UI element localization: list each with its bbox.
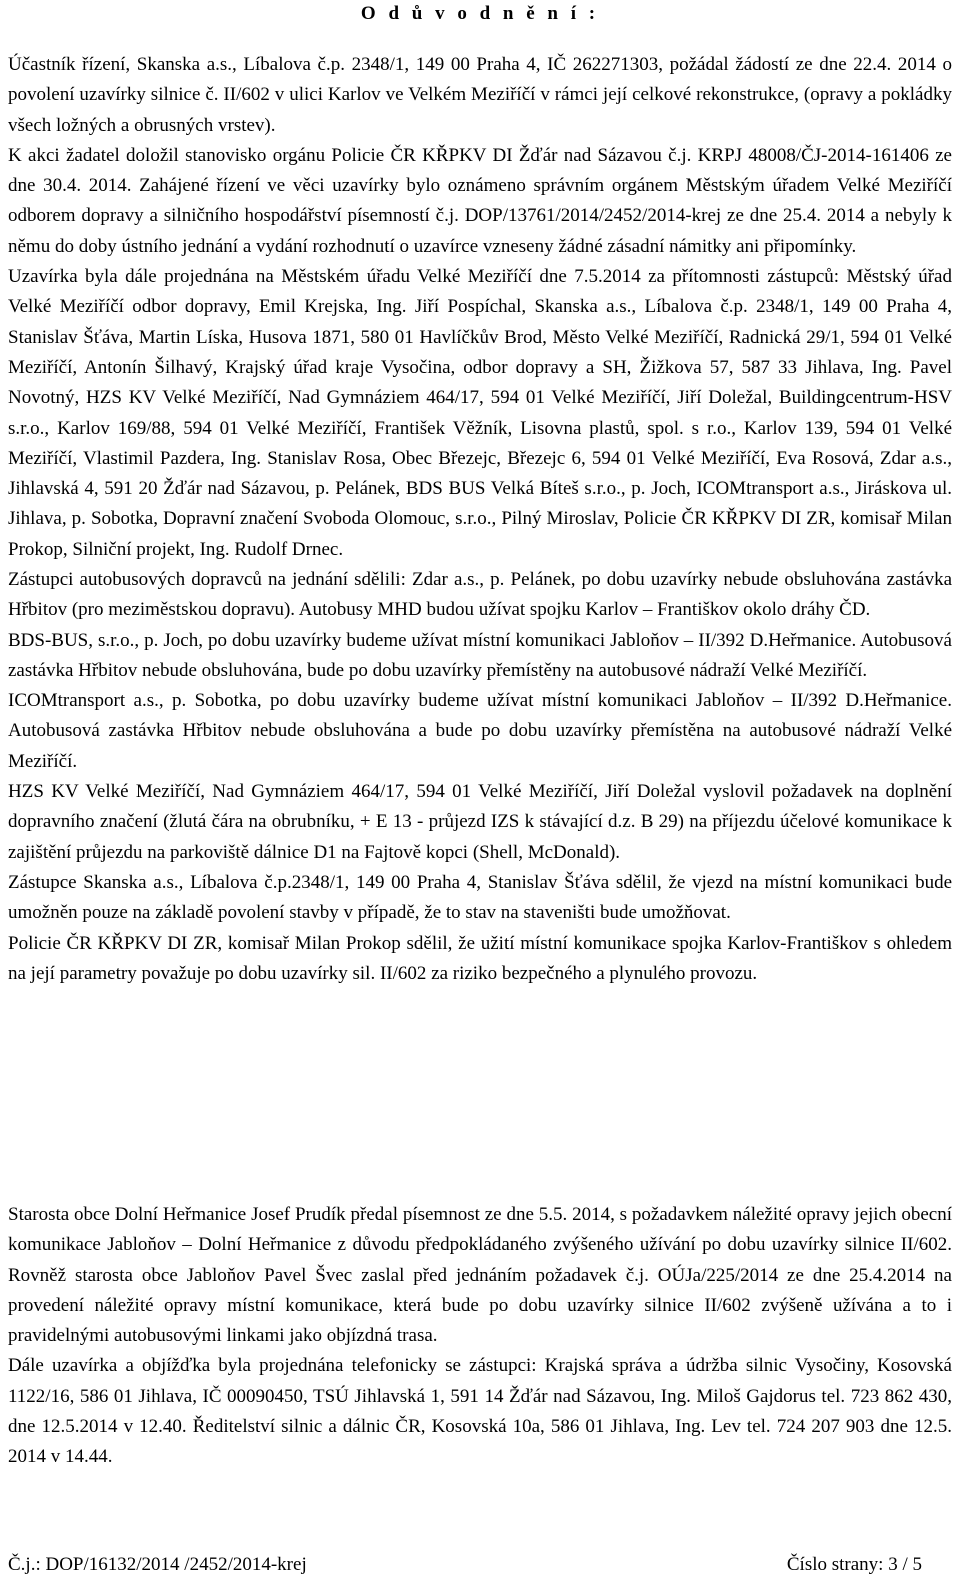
- paragraph-icomtransport: ICOMtransport a.s., p. Sobotka, po dobu uzavírky budeme užívat místní komunikaci Jabloňov – II/392 D.Heřmanice. Autobusová zastávka Hřbitov nebude obsluhována a bude po dobu uzavírky přemístěna na autobusové nádraží Velké Meziříčí.: [8, 690, 952, 772]
- paragraph-phone-consultation: Dále uzavírka a objížďka byla projednána telefonicky se zástupci: Krajská správa a údržba silnic Vysočiny, Kosovská 1122/16, 586 01 Jihlava, IČ 00090450, TSÚ Jihlavská 1, 591 14 Žďár nad Sázavou, Ing. Miloš Gajdorus tel. 723 862 430, dne 12.5.2014 v 12.40. Ředitelství silnic a dálnic ČR, Kosovská 10a, 586 01 Jihlava, Ing. Lev tel. 724 207 903 dne 12.5. 2014 v 14.44.: [8, 1355, 952, 1468]
- reference-number: Č.j.: DOP/16132/2014 /2452/2014-krej: [8, 1554, 307, 1575]
- paragraph-zdar: Zástupci autobusových dopravců na jednání sdělili: Zdar a.s., p. Pelánek, po dobu uzavírky nebude obsluhována zastávka Hřbitov (pro meziměstskou dopravu). Autobusy MHD budou užívat spojku Karlov – Františkov okolo dráhy ČD.: [8, 569, 952, 621]
- page-footer: [8, 1551, 952, 1579]
- paragraph-meeting-attendees: Uzavírka byla dále projednána na Městském úřadu Velké Meziříčí dne 7.5.2014 za přítomnosti zástupců: Městský úřad Velké Meziříčí odbor dopravy, Emil Krejska, Ing. Jiří Pospíchal, Skanska a.s., Líbalova č.p. 2348/1, 149 00 Praha 4, Stanislav Šťáva, Martin Líska, Husova 1871, 580 01 Havlíčkův Brod, Město Velké Meziříčí, Radnická 29/1, 594 01 Velké Meziříčí, Antonín Šilhavý, Krajský úřad kraje Vysočina, odbor dopravy a SH, Žižkova 57, 587 33 Jihlava, Ing. Pavel Novotný, HZS KV Velké Meziříčí, Nad Gymnáziem 464/17, 594 01 Velké Meziříčí, Jiří Doležal, Buildingcentrum-HSV s.r.o., Karlov 169/88, 594 01 Velké Meziříčí, František Věžník, Lisovna plastů, spol. s r.o., Karlov 139, 594 01 Velké Meziříčí, Vlastimil Pazdera, Ing. Stanislav Rosa, Obec Březejc, Březejc 6, 594 01 Velké Meziříčí, Eva Rosová, Zdar a.s., Jihlavská 4, 591 20 Žďár nad Sázavou, p. Pelánek, BDS BUS Velká Bíteš s.r.o., p. Joch, ICOMtransport a.s., Jiráskova ul. Jihlava, p. Sobotka, Dopravní značení Svoboda Olomouc, s.r.o., Pilný Miroslav, Policie ČR KŘPKV DI ZR, komisař Milan Prokop, Silniční projekt, Ing. Rudolf Drnec.: [8, 266, 952, 560]
- paragraph-police: Policie ČR KŘPKV DI ZR, komisař Milan Prokop sdělil, že užití místní komunikace spojka Karlov-Františkov s ohledem na její parametry považuje po dobu uzavírky sil. II/602 za riziko bezpečného a plynulého provozu.: [8, 932, 952, 984]
- section-municipalities: [8, 1200, 952, 1473]
- paragraph-bds-bus: BDS-BUS, s.r.o., p. Joch, po dobu uzavírky budeme užívat místní komunikaci Jabloňov – II/392 D.Heřmanice. Autobusová zastávka Hřbitov nebude obsluhována, bude po dobu uzavírky přemístěny na autobusové nádraží Velké Meziříčí.: [8, 629, 952, 681]
- paragraph-application: Účastník řízení, Skanska a.s., Líbalova č.p. 2348/1, 149 00 Praha 4, IČ 262271303, požádal žádostí ze dne 22.4. 2014 o povolení uzavírky silnice č. II/602 v ulici Karlov ve Velkém Meziříčí v rámci její celkové rekonstrukce, (opravy a pokládky všech ložných a obrusných vrstev).: [8, 54, 952, 136]
- section-carriers: [8, 565, 952, 989]
- paragraph-police-statement: K akci žadatel doložil stanovisko orgánu Policie ČR KŘPKV DI Žďár nad Sázavou č.j. KRPJ 48008/ČJ-2014-161406 ze dne 30.4. 2014. Zahájené řízení ve věci uzavírky bylo oznámeno správním orgánem Městským úřadem Velké Meziříčí odborem dopravy a silničního hospodářství písemností č.j. DOP/13761/2014/2452/2014-krej ze dne 25.4. 2014 a nebyly k němu do doby ústního jednání a vydání rozhodnutí o uzavírce vzneseny žádné zásadní námitky ani připomínky.: [8, 144, 952, 257]
- paragraph-mayor: Starosta obce Dolní Heřmanice Josef Prudík předal písemnost ze dne 5.5. 2014, s požadavkem náležité opravy jejich obecní komunikace Jabloňov – Dolní Heřmanice z důvodu předpokládaného zvýšeného užívání po dobu uzavírky silnice II/602. Rovněž starosta obce Jabloňov Pavel Švec zaslal před jednáním požadavek č.j. OÚJa/225/2014 ze dne 25.4.2014 na provedení náležité opravy místní komunikace, která bude po dobu uzavírky silnice II/602 zvýšeně užívána a to i pravidelnými autobusovými linkami jako objízdná trasa.: [8, 1204, 952, 1347]
- paragraph-hzs: HZS KV Velké Meziříčí, Nad Gymnáziem 464/17, 594 01 Velké Meziříčí, Jiří Doležal vyslovil požadavek na doplnění dopravního značení (žlutá čára na obrubníku, + E 13 - průjezd IZS k stávající d.z. B 29) na příjezdu účelové komunikace k zajištění průjezdu na parkoviště dálnice D1 na Fajtově kopci (Shell, McDonald).: [8, 781, 952, 863]
- page-number: Číslo strany: 3 / 5: [786, 1554, 922, 1575]
- page-title: O d ů v o d n ě n í :: [360, 3, 600, 24]
- paragraph-skanska: Zástupce Skanska a.s., Líbalova č.p.2348/1, 149 00 Praha 4, Stanislav Šťáva sdělil, že vjezd na místní komunikaci bude umožněn pouze na základě povolení stavby v případě, že to stav na staveništi bude umožňovat.: [8, 871, 952, 924]
- section-participants: [8, 50, 952, 565]
